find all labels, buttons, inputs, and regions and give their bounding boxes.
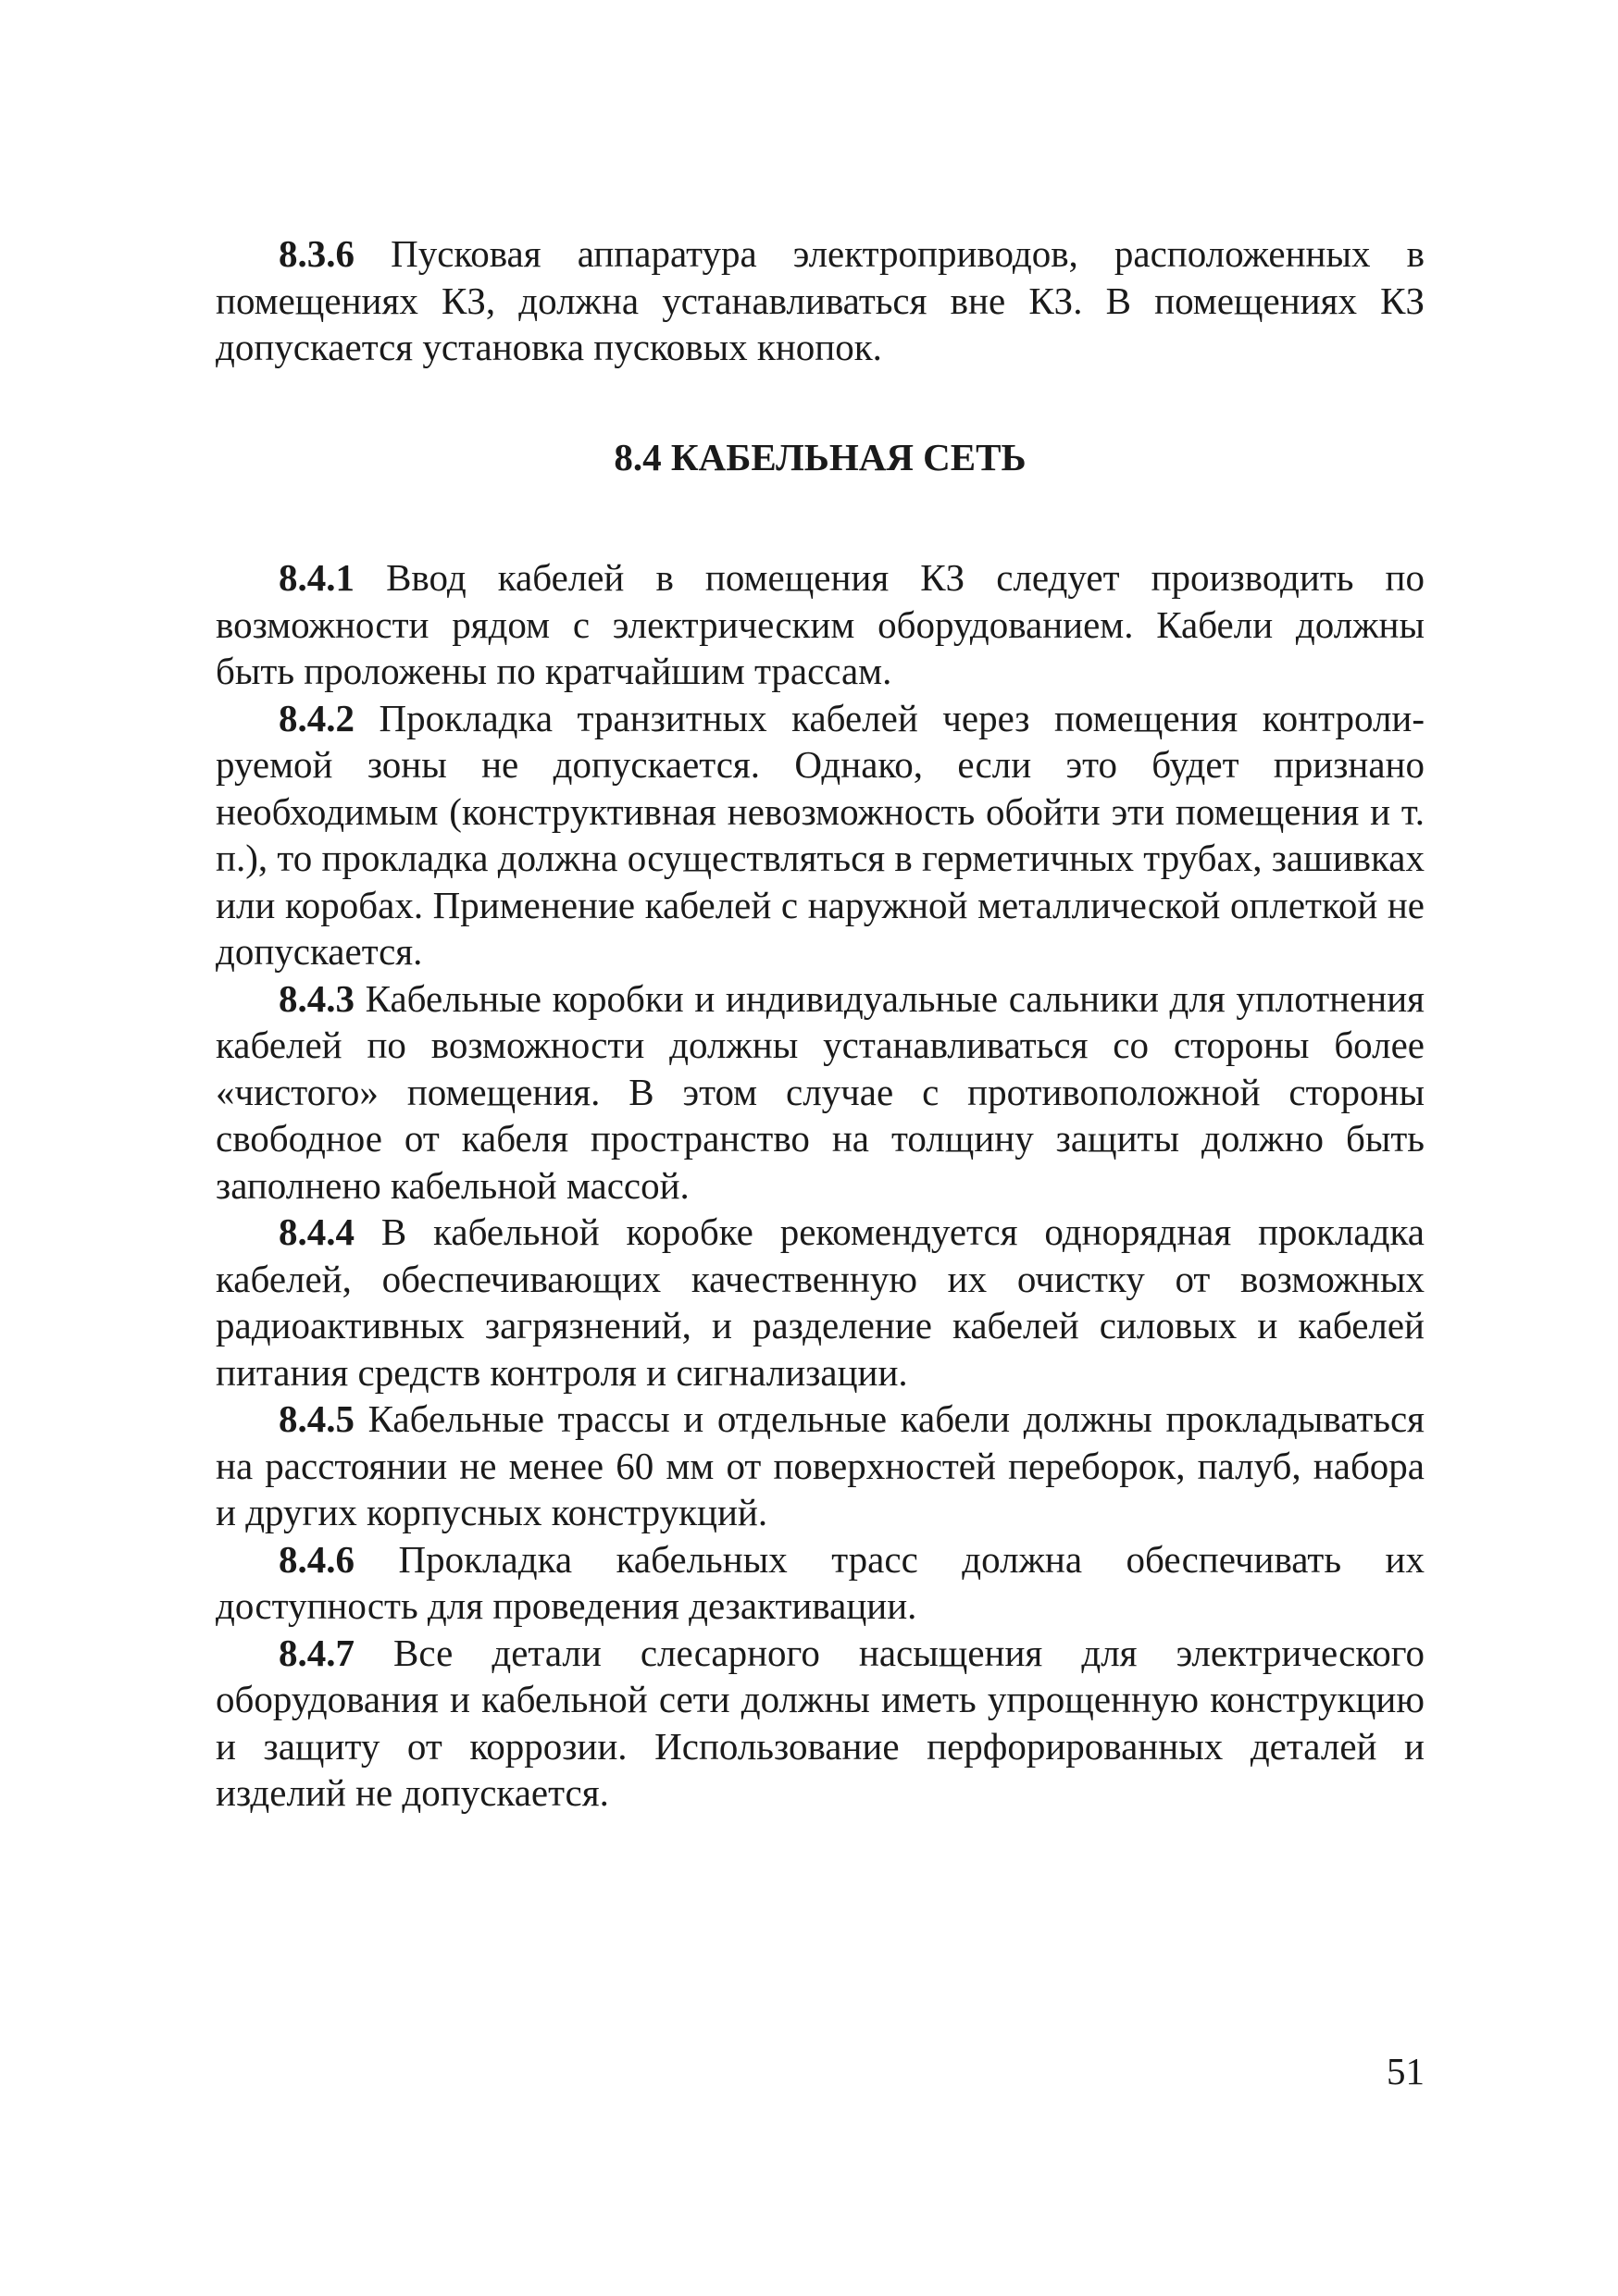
paragraph-number: 8.4.7 bbox=[279, 1631, 355, 1674]
paragraph-number: 8.4.2 bbox=[279, 696, 355, 739]
paragraph-8-4-6 bbox=[216, 1536, 1425, 1630]
paragraph-text: Прокладка кабельных трасс должна обеспечивать их доступность для проведения дезактивации. bbox=[216, 1537, 1425, 1627]
paragraph-8-4-1 bbox=[216, 554, 1425, 695]
paragraph-text: В кабельной коробке рекомендуется однорядная прокладка кабелей, обеспечивающих качественную их очистку от возможных радиоактивных загрязнений, и разделение кабелей силовых и кабелей питания средств контроля и сигнализации. bbox=[216, 1210, 1425, 1394]
paragraph-number: 8.4.3 bbox=[279, 976, 355, 1020]
paragraph-text: Прокладка транзитных кабелей через помещения контролируемой зоны не допускается. Однако, если это будет признано необходимым (конструктивная невозможность обойти эти помещения и т. п.), то прокладка должна осуществляться в герметичных трубах, зашивках или коробах. Применение кабелей с наружной металлической оплеткой не допускается. bbox=[216, 696, 1425, 973]
paragraph-8-4-5 bbox=[216, 1396, 1425, 1536]
paragraph-text: Кабельные коробки и индивидуальные сальники для уплотнения кабелей по возможности должны устанавливаться со стороны более «чистого» помещения. В этом случае с противоположной стороны свободное от кабеля пространство на толщину защиты должно быть заполнено кабельной массой. bbox=[216, 976, 1425, 1207]
paragraph-number: 8.4.6 bbox=[279, 1537, 355, 1581]
paragraph-number: 8.4.5 bbox=[279, 1397, 355, 1440]
paragraph-8-3-6-block bbox=[216, 230, 1425, 371]
paragraph-8-4-3 bbox=[216, 975, 1425, 1210]
paragraph-number: 8.3.6 bbox=[279, 232, 355, 275]
paragraph-8-3-6 bbox=[216, 230, 1425, 371]
section-8-4-body bbox=[216, 554, 1425, 1817]
paragraph-number: 8.4.4 bbox=[279, 1210, 355, 1253]
paragraph-text: Кабельные трассы и отдельные кабели должны прокладываться на расстоянии не менее 60 мм от поверхностей переборок, палуб, набора и других корпусных конструкций. bbox=[216, 1397, 1425, 1533]
paragraph-text: Пусковая аппаратура электроприводов, расположенных в помещениях КЗ, должна устанавливаться вне КЗ. В помещениях КЗ допускается установка пусковых кнопок. bbox=[216, 232, 1425, 368]
page-number: 51 bbox=[1387, 2050, 1425, 2092]
paragraph-8-4-7 bbox=[216, 1630, 1425, 1817]
paragraph-text: Все детали слесарного насыщения для электрического оборудования и кабельной сети должны иметь упрощенную конструкцию и защиту от коррозии. Использование перфорированных деталей и изделий не допускается. bbox=[216, 1631, 1425, 1814]
paragraph-8-4-2 bbox=[216, 695, 1425, 975]
section-heading: 8.4 КАБЕЛЬНАЯ СЕТЬ bbox=[614, 436, 1027, 478]
paragraph-8-4-4 bbox=[216, 1209, 1425, 1396]
paragraph-text: Ввод кабелей в помещения КЗ следует производить по возможности рядом с электрическим оборудованием. Кабели должны быть проложены по кратчайшим трассам. bbox=[216, 556, 1425, 692]
paragraph-number: 8.4.1 bbox=[279, 556, 355, 599]
